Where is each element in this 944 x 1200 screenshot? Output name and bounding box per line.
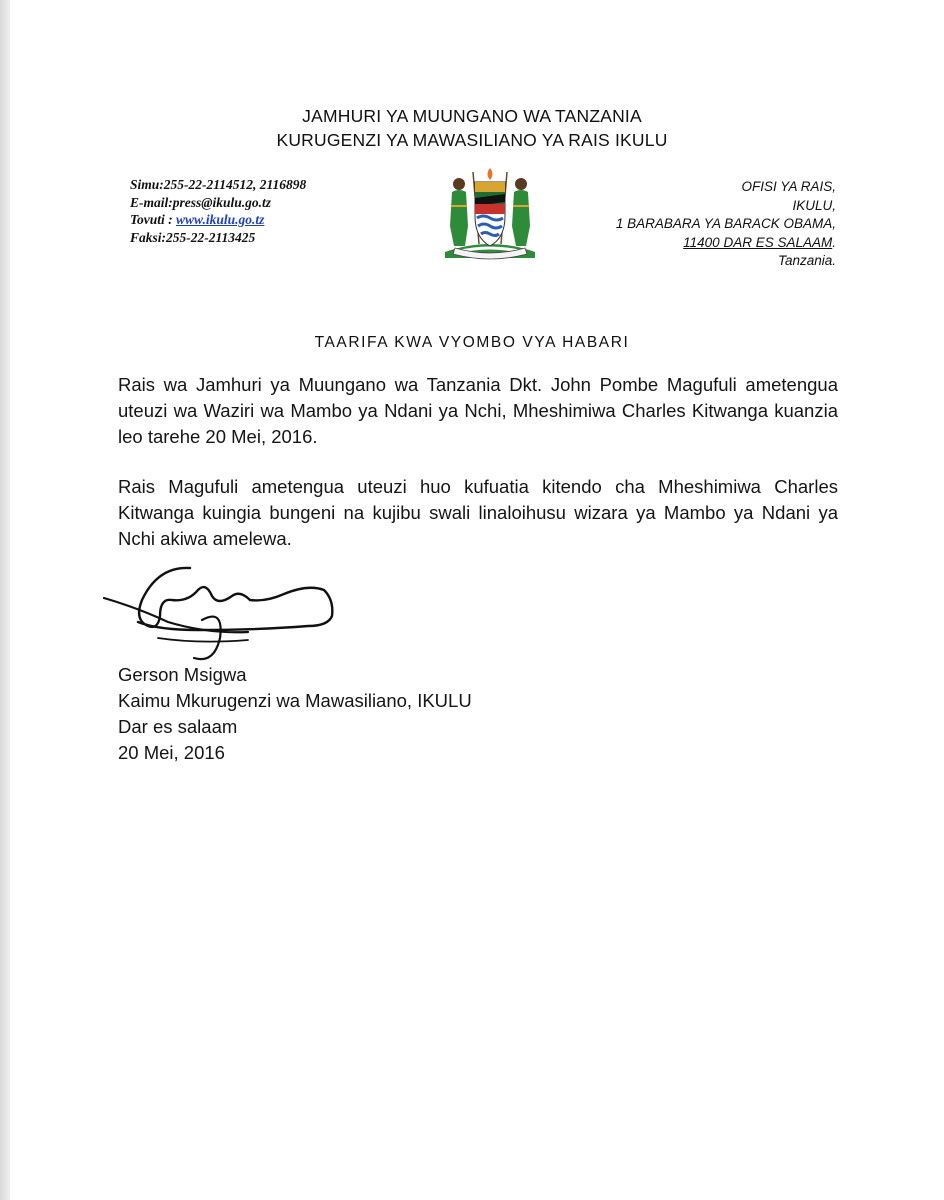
contact-phone: Simu:255-22-2114512, 2116898 bbox=[130, 177, 307, 192]
postal-city-suffix: . bbox=[832, 234, 836, 250]
contact-email: E-mail:press@ikulu.go.tz bbox=[130, 194, 272, 210]
letterhead bbox=[0, 104, 944, 152]
contact-block bbox=[130, 176, 306, 246]
coat-of-arms-icon bbox=[437, 166, 543, 262]
signoff-block bbox=[118, 662, 472, 766]
website-link[interactable]: www.ikulu.go.tz bbox=[176, 212, 265, 227]
signoff-place: Dar es salaam bbox=[118, 716, 238, 737]
address-line-2: IKULU, bbox=[792, 197, 836, 213]
address-block bbox=[616, 178, 836, 271]
body-paragraph-2: Rais Magufuli ametengua uteuzi huo kufuatia kitendo cha Mheshimiwa Charles Kitwanga kuingia bungeni na kujibu swali linaloihusu wizara ya Mambo ya Ndani ya Nchi akiwa amelewa. bbox=[118, 476, 838, 549]
body-paragraph-1: Rais wa Jamhuri ya Muungano wa Tanzania Dkt. John Pombe Magufuli ametengua uteuzi wa Waziri wa Mambo ya Ndani ya Nchi, Mheshimiwa Charles Kitwanga kuanzia leo tarehe 20 Mei, 2016. bbox=[118, 374, 838, 447]
address-line-3: 1 BARABARA YA BARACK OBAMA, bbox=[615, 216, 836, 231]
letterhead-line-2: KURUGENZI YA MAWASILIANO YA RAIS IKULU bbox=[276, 130, 668, 150]
signatory-title: Kaimu Mkurugenzi wa Mawasiliano, IKULU bbox=[118, 690, 472, 711]
signoff-date: 20 Mei, 2016 bbox=[118, 742, 225, 763]
signatory-name: Gerson Msigwa bbox=[118, 664, 247, 685]
address-line-4 bbox=[616, 234, 836, 253]
letterhead-line-1: JAMHURI YA MUUNGANO WA TANZANIA bbox=[302, 106, 642, 126]
page-edge bbox=[0, 0, 10, 1200]
address-line-1: OFISI YA RAIS, bbox=[741, 179, 836, 194]
document-heading: TAARIFA KWA VYOMBO VYA HABARI bbox=[314, 334, 630, 351]
address-line-5: Tanzania. bbox=[777, 253, 836, 268]
postal-city: 11400 DAR ES SALAAM bbox=[683, 234, 833, 250]
contact-website bbox=[130, 211, 306, 229]
website-label: Tovuti : bbox=[130, 212, 177, 227]
contact-fax: Faksi:255-22-2113425 bbox=[130, 229, 256, 245]
signature-icon bbox=[98, 560, 348, 670]
